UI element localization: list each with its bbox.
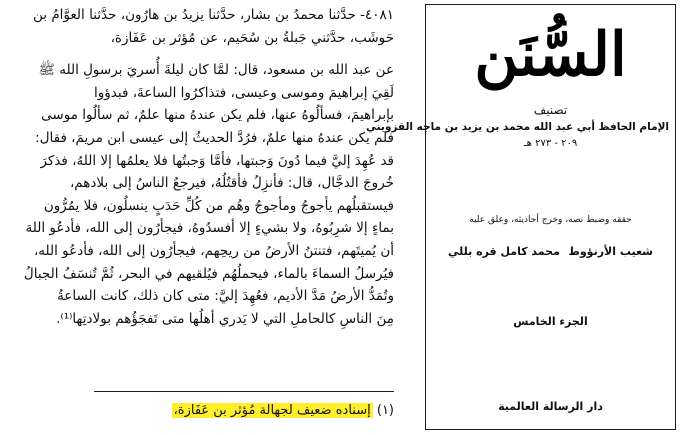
cover-title: السُّنَن	[474, 20, 627, 90]
footnote-divider	[94, 391, 394, 392]
hadith-line: قد عُهِدَ إليَّ فيما دُونَ وَجبتها، فأمَّا وَجبتُها فلا يعلمُها إلا اللهُ، فذكرَ	[40, 152, 394, 169]
page-gutter	[402, 0, 420, 435]
cover-editor-2: محمد كامل قره بللي	[448, 245, 560, 258]
cover-author: الإمام الحافظ أبي عبد الله محمد بن يزيد بن ماجه القزويني	[366, 121, 669, 133]
hadith-line: ٤٠٨١- حدَّثنا محمدُ بن بشار، حدَّثنا يزيدُ بن هارُون، حدَّثنا العوَّامُ بن	[33, 7, 394, 23]
hadith-line: لَقِيَ إبراهيمَ وموسى وعيسى، فتذاكرُوا الساعةَ، فبدؤوا	[94, 84, 394, 101]
hadith-line: فيستقبلُهم يأجوجُ ومأجوجُ وهُم من كُلِّ حَدَبٍ ينسلُون، فلا يمُرُّون	[43, 197, 394, 214]
hadith-line: حَوشَب، حدَّثني جَبلةُ بن سُحَيم، عن مُؤثر بن عَفَازة،	[110, 29, 394, 46]
hadith-line: بإبراهيمَ، فسألُوهُ عنها، فلم يكن عندهُ منها علمٌ، ثم سألُوا موسى	[41, 107, 394, 124]
hadith-line: خُروجَ الدجَّال، قال: فأنزِلُ فأقتُلُهُ، فيرجعُ الناسُ إلى بلادهم،	[69, 175, 394, 192]
hadith-line: عن عبد الله بن مسعود، قال: لمَّا كان ليلةَ أُسريَ برسولِ الله ﷺ	[38, 62, 394, 79]
hadith-line: مِنَ الناسِ كالحاملِ التي لا يَدري أهلُها متى تَفجَؤُهم بولادتِها⁽¹⁾.	[56, 310, 394, 327]
cover-edit-note: حققه وضبط نصه، وخرج أحاديثه، وعلق عليه	[469, 215, 632, 225]
footnote	[172, 401, 394, 421]
hadith-text	[6, 4, 394, 330]
cover-volume: الجزء الخامس	[513, 315, 588, 328]
hadith-line: فيُرسلُ السماءَ بالماء، فيحملُهُم فيُلقيهم في البحر، ثُمَّ تُنسَفُ الجبالُ	[23, 265, 394, 282]
cover-dates: ٢٠٩ - ٢٧٣ هـ	[523, 138, 578, 149]
footnote-marker: (١)	[376, 403, 394, 418]
hadith-line: بماءٍ إلا شرِبُوهُ، ولا بشيءٍ إلا أفسدُوهُ، فيجأرُون إلى الله، فأدعُو اللهَ	[25, 220, 394, 237]
cover-publisher: دار الرسالة العالمية	[498, 400, 603, 413]
paragraph-gap	[6, 49, 394, 59]
cover-editor-1: شعيب الأرنؤوط	[568, 245, 653, 258]
hadith-line: وتُمَدُّ الأرضُ مَدَّ الأديم، فعُهِدَ إليَّ: متى كان ذلك، كانت الساعةُ	[57, 288, 394, 305]
cover-editors	[448, 245, 653, 258]
hadith-line: فلم يكن عندهُ منها علمٌ، فرُدَّ الحديثُ إلى عيسى ابن مريمَ، فقال:	[35, 129, 394, 146]
book-cover	[366, 4, 676, 430]
cover-subtitle: تصنيف	[533, 103, 568, 117]
hadith-line: أن يُميتَهم، فتنتنُ الأرضُ من ريحِهم، فيجأرُون إلى الله، فأدعُو الله،	[33, 242, 394, 259]
footnote-highlighted-text: إسناده ضعيف لجهالة مُؤثر بن عَفَازة،	[173, 403, 371, 418]
